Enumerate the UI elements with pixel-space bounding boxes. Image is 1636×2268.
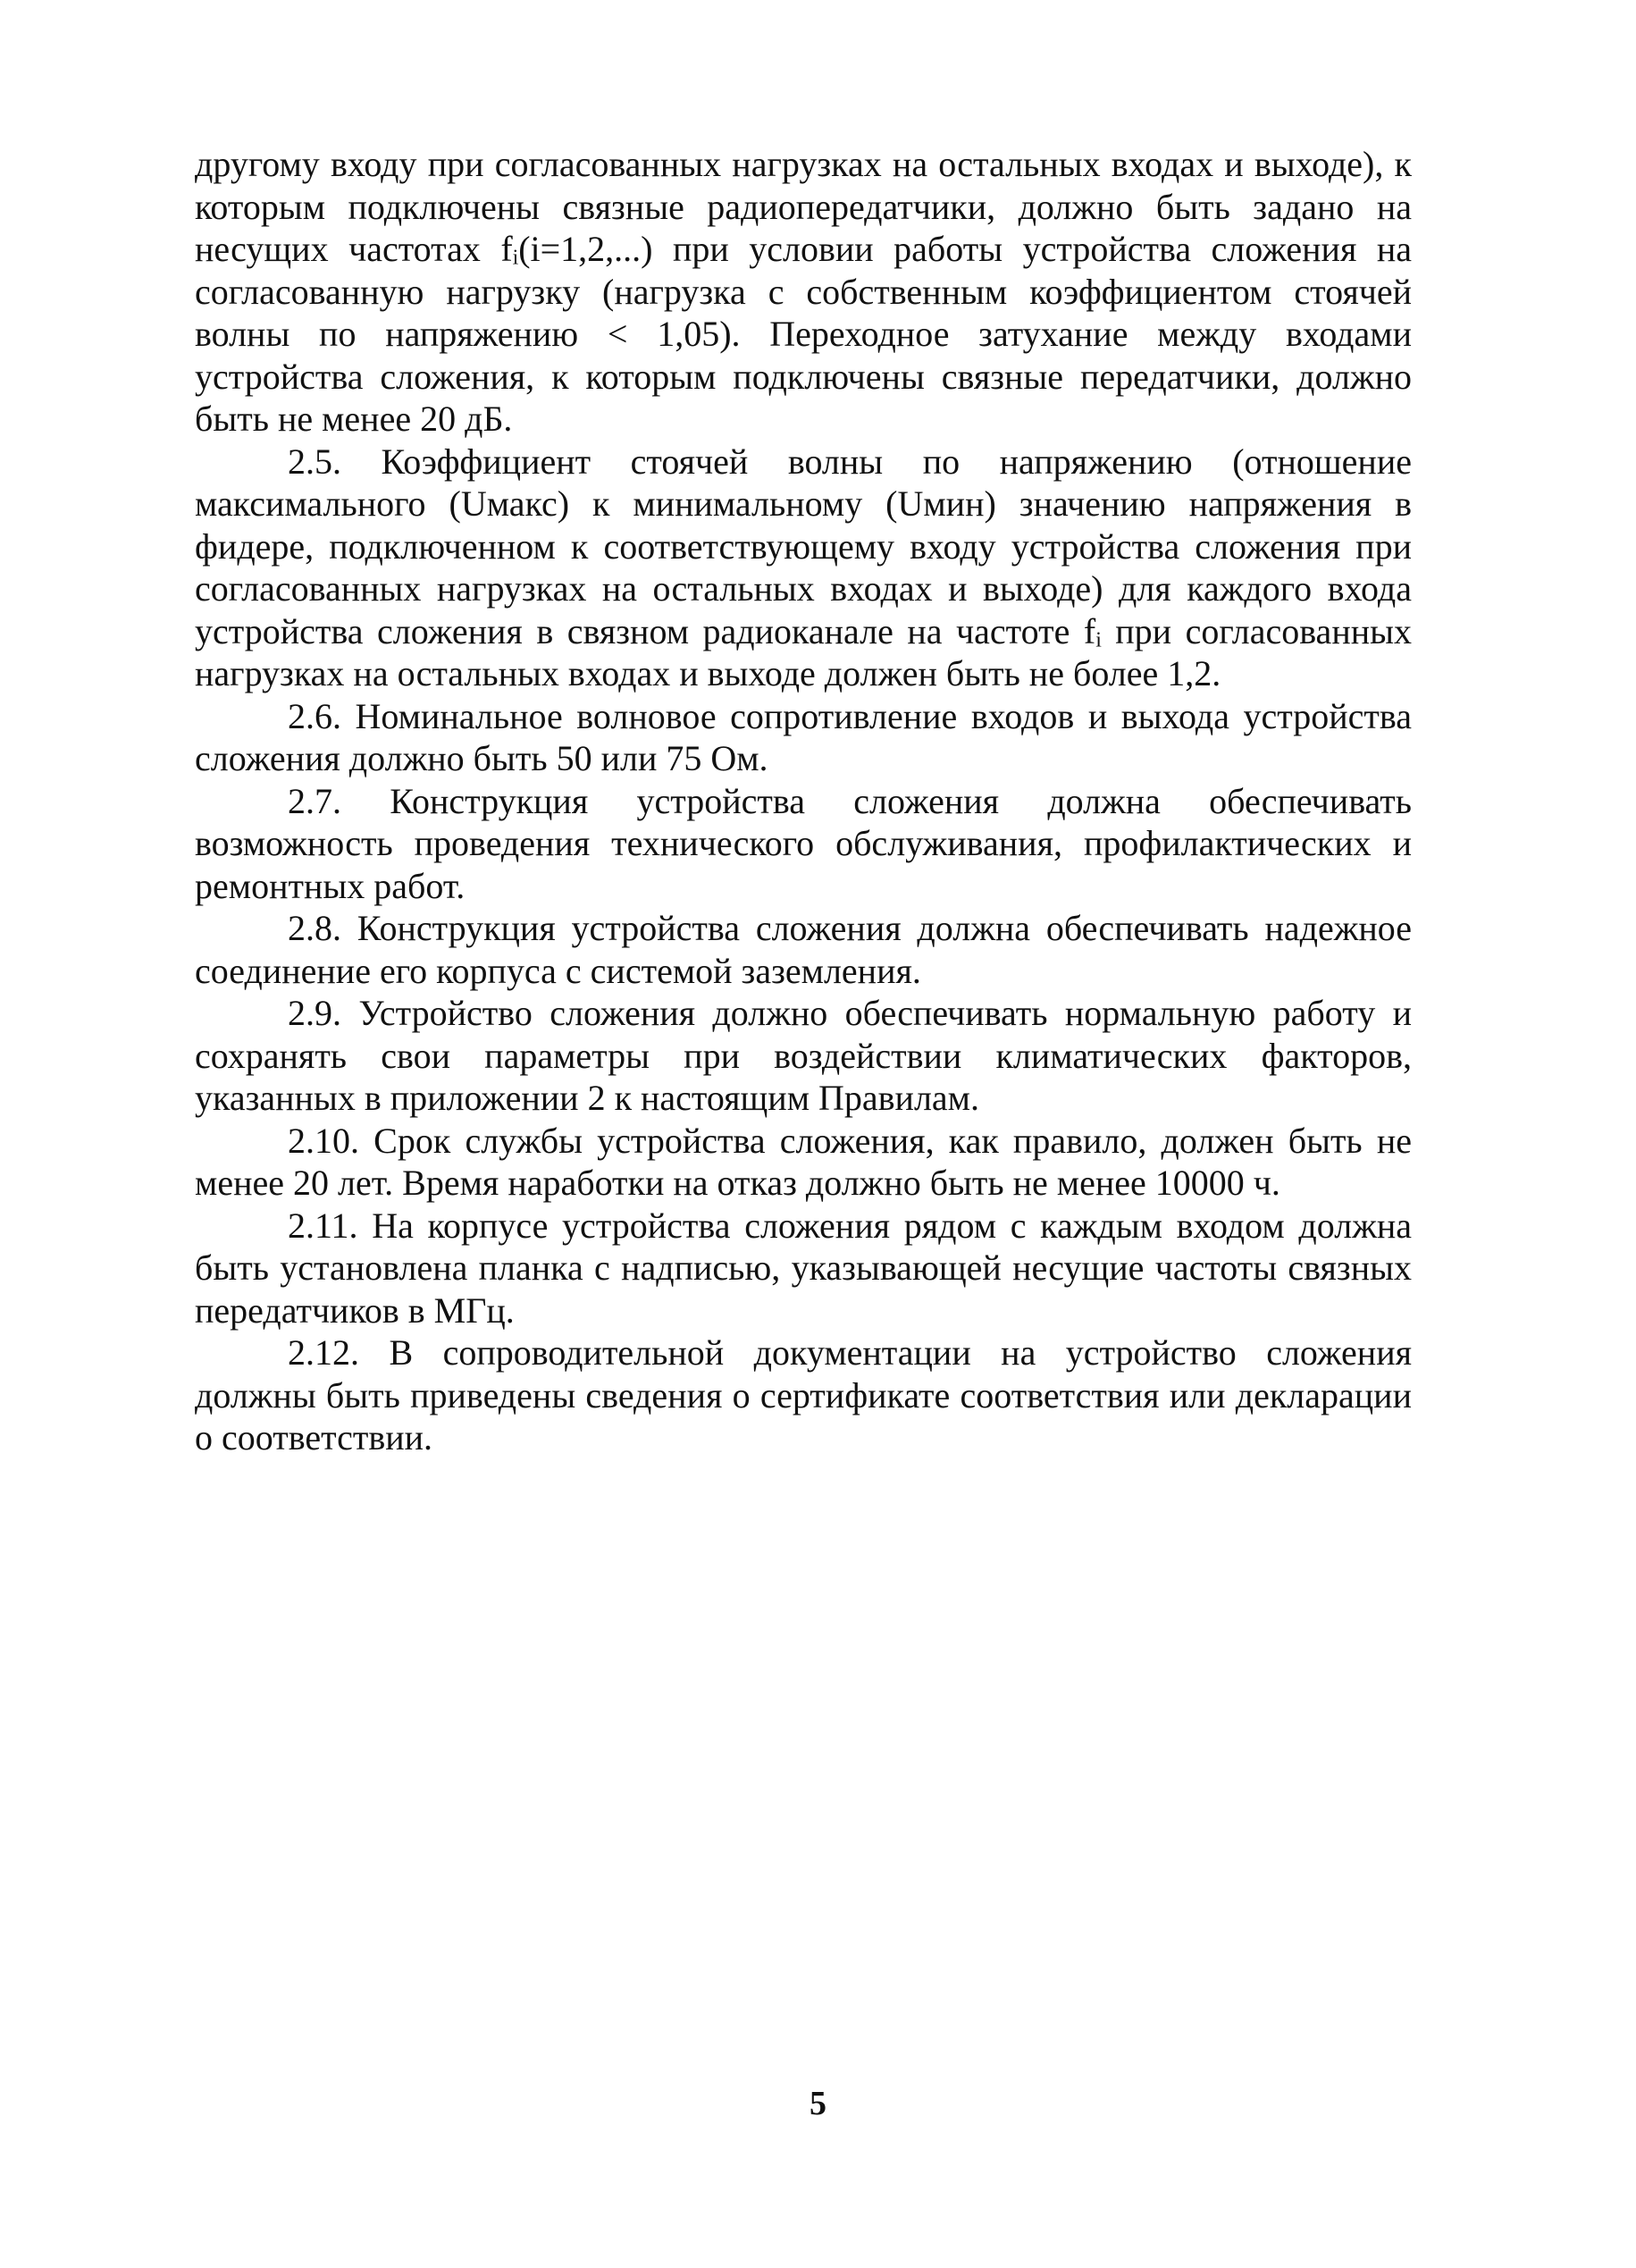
paragraph-2-8: 2.8. Конструкция устройства сложения должна обеспечивать надежное соединение его корпуса с системой заземления. (195, 908, 1412, 991)
paragraph-2-7: 2.7. Конструкция устройства сложения должна обеспечивать возможность проведения технического обслуживания, профилактических и ремонтных работ. (195, 780, 1412, 906)
paragraph-2-12: 2.12. В сопроводительной документации на устройство сложения должны быть приведены сведения о сертификате соответствия или декларации о соответствии. (195, 1332, 1412, 1457)
document-page (195, 143, 1412, 1459)
paragraph-2-11: 2.11. На корпусе устройства сложения рядом с каждым входом должна быть установлена планка с надписью, указывающей несущие частоты связных передатчиков в МГц. (195, 1205, 1412, 1331)
paragraph-2-9: 2.9. Устройство сложения должно обеспечивать нормальную работу и сохранять свои параметры при воздействии климатических факторов, указанных в приложении 2 к настоящим Правилам. (195, 993, 1412, 1118)
paragraph-2-6: 2.6. Номинальное волновое сопротивление входов и выхода устройства сложения должно быть 50 или 75 Ом. (195, 695, 1412, 778)
paragraph-2-5: 2.5. Коэффициент стоячей волны по напряжению (отношение максимального (Uмакс) к минимальному (Uмин) значению напряжения в фидере, подключенном к соответствующему входу устройства сложения при согласованных нагрузках на остальных входах и выходе) для каждого входа устройства сложения в связном радиоканале на частоте fᵢ при согласованных нагрузках на остальных входах и выходе должен быть не более 1,2. (195, 441, 1412, 693)
paragraph-2-10: 2.10. Срок службы устройства сложения, как правило, должен быть не менее 20 лет. Время наработки на отказ должно быть не менее 10000 ч. (195, 1120, 1412, 1203)
page-number: 5 (810, 2085, 826, 2122)
paragraph-continuation: другому входу при согласованных нагрузках на остальных входах и выходе), к которым подключены связные радиопередатчики, должно быть задано на несущих частотах fᵢ(i=1,2,...) при условии работы устройства сложения на согласованную нагрузку (нагрузка с собственным коэффициентом стоячей волны по напряжению < 1,05). Переходное затухание между входами устройства сложения, к которым подключены связные передатчики, должно быть не менее 20 дБ. (195, 144, 1412, 439)
